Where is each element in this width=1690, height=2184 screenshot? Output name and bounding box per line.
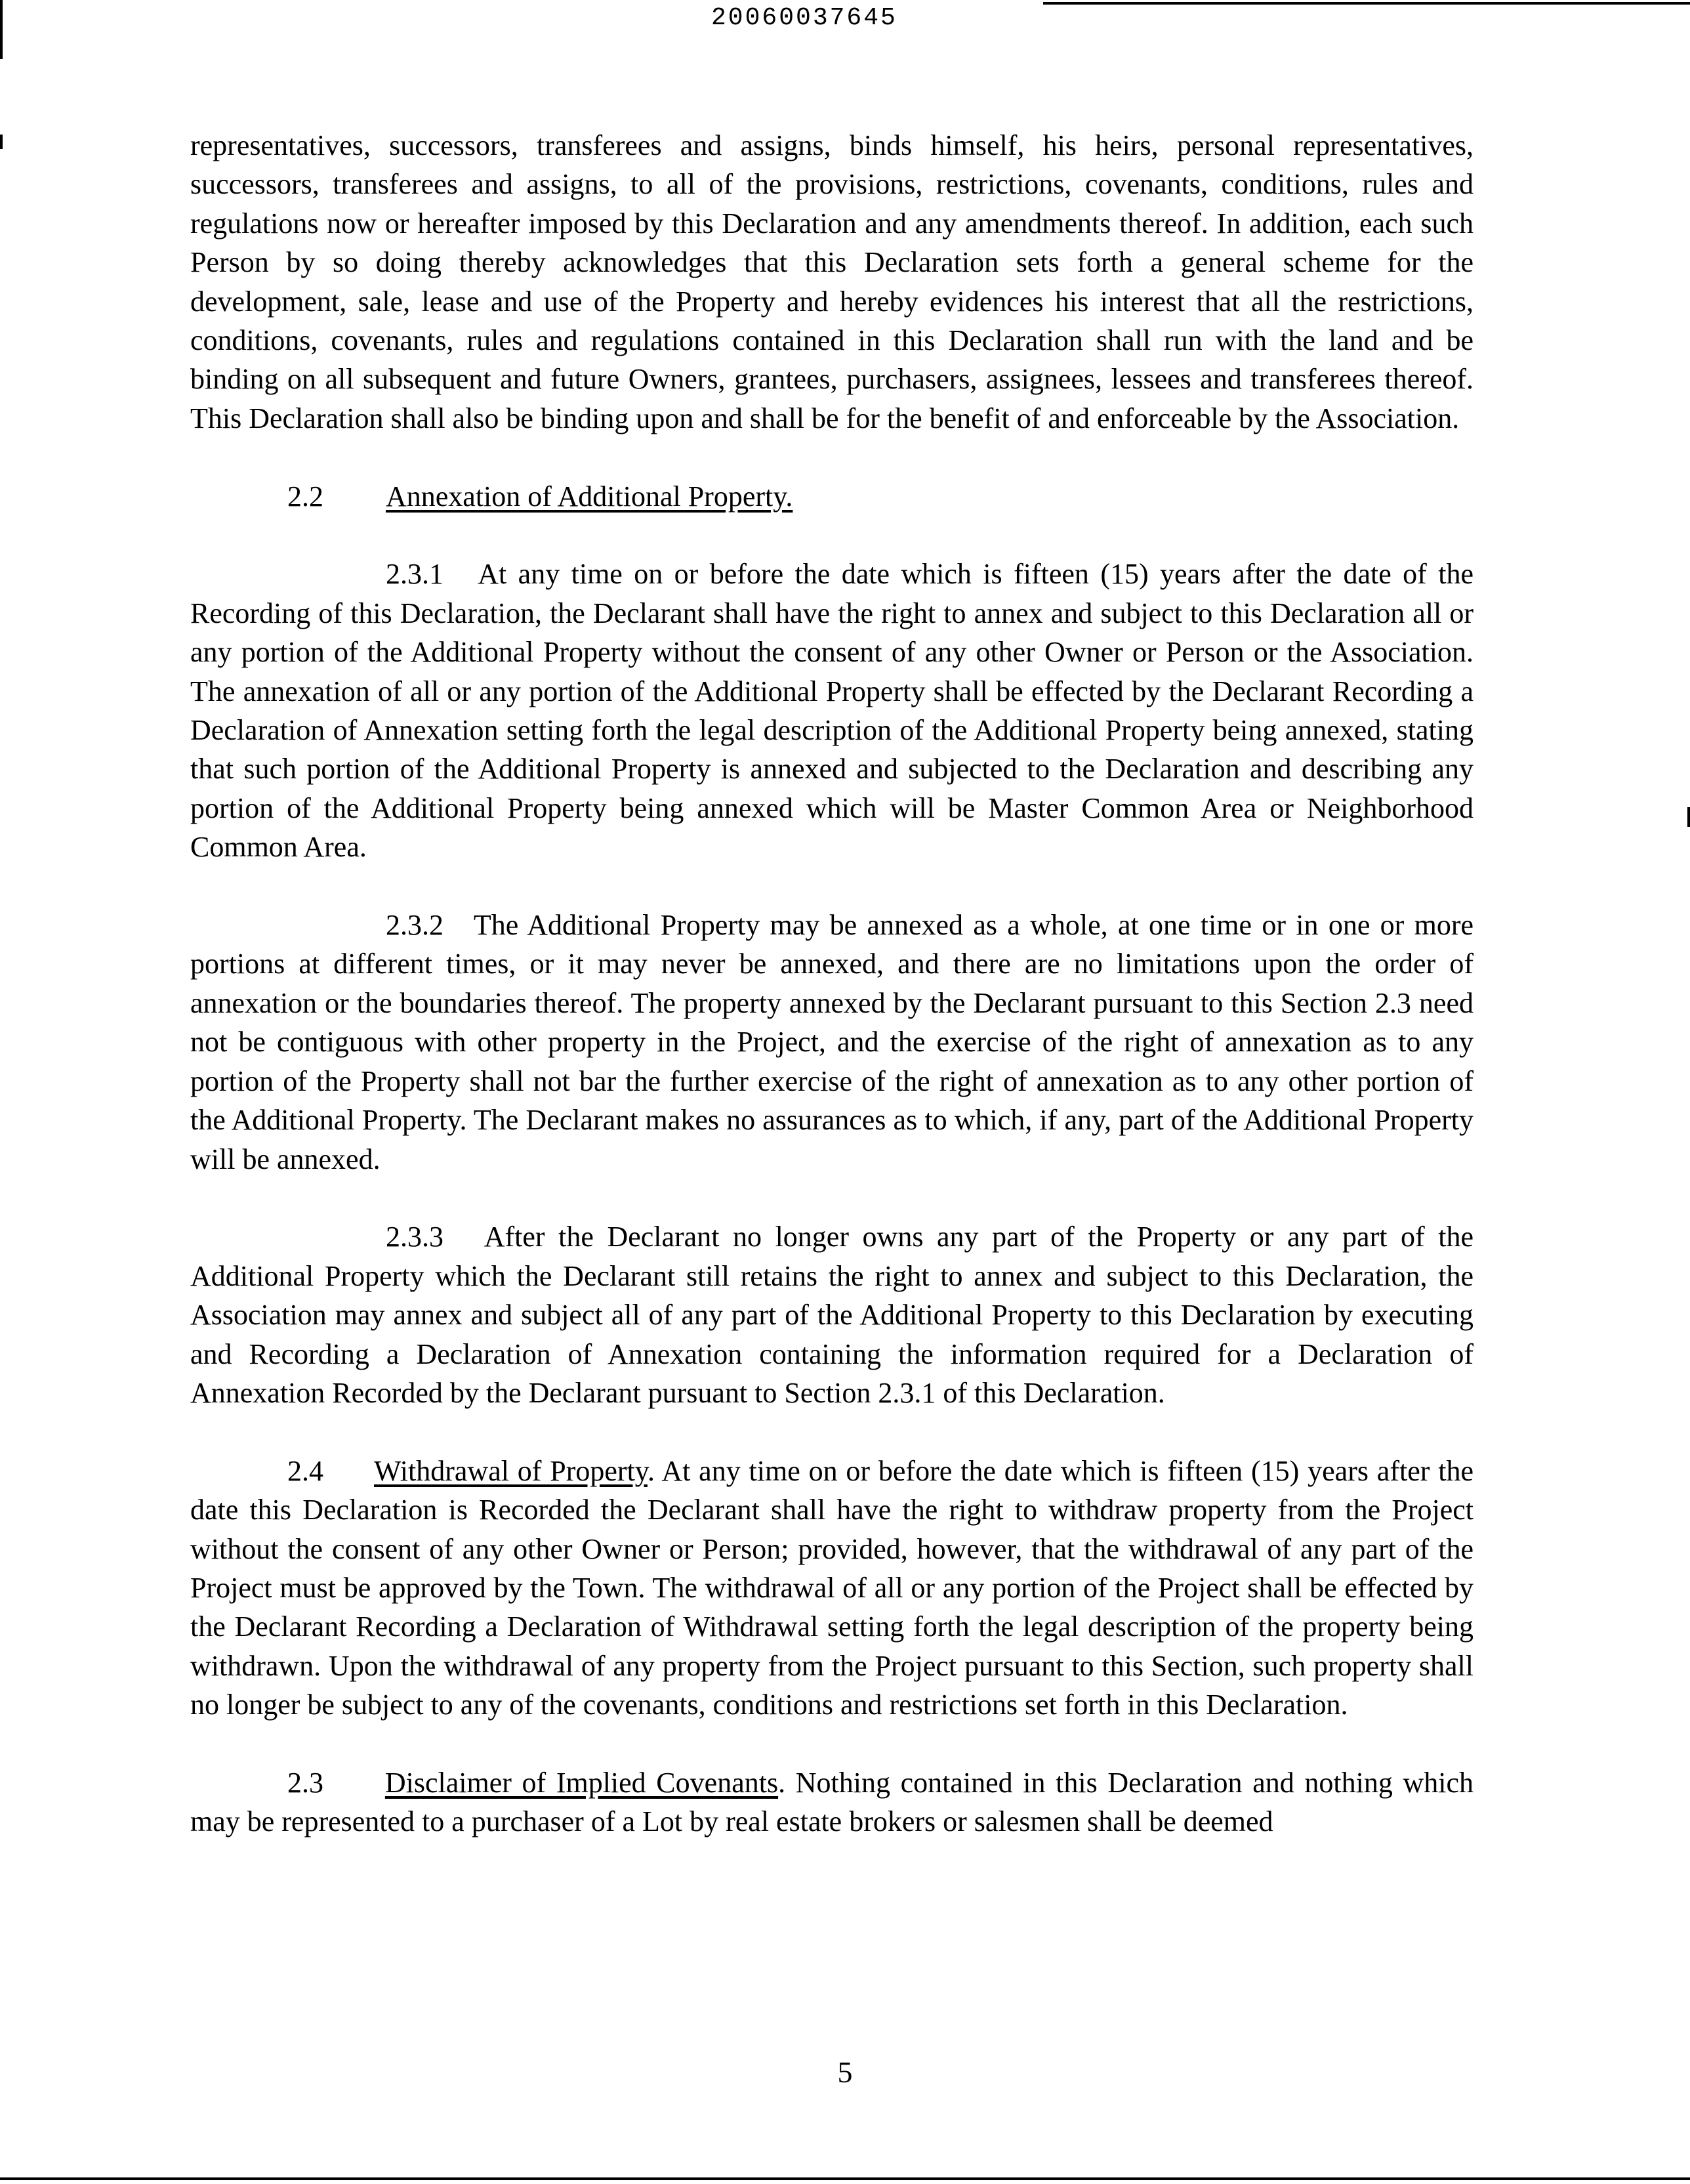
section-title: Annexation of Additional Property. (386, 480, 793, 513)
section-title: Disclaimer of Implied Covenants (384, 1766, 779, 1799)
section-2-3-2 (190, 906, 1474, 1179)
section-text: . At any time on or before the date which is fifteen (15) years after the date this Declaration is Recorded the Declarant shall have the right to withdraw property from the Project without the consent of any other Owner or Person; provided, however, that the withdrawal of any part of the Project must be approved by the Town. The withdrawal of all or any portion of the Project shall be effected by the Declarant Recording a Declaration of Withdrawal setting forth the legal description of the property being withdrawn. Upon the withdrawal of any property from the Project pursuant to this Section, such property shall no longer be subject to any of the covenants, conditions and restrictions set forth in this Declaration. (190, 1454, 1474, 1721)
document-body (190, 126, 1474, 1880)
paragraph-continuation: representatives, successors, transferees and assigns, binds himself, his heirs, personal representatives, successors, transferees and assigns, to all of the provisions, restrictions, covenants, conditions, rules and regulations now or hereafter imposed by this Declaration and any amendments thereof. In addition, each such Person by so doing thereby acknowledges that this Declaration sets forth a general scheme for the development, sale, lease and use of the Property and hereby evidences his interest that all the restrictions, conditions, covenants, rules and regulations contained in this Declaration shall run with the land and be binding on all subsequent and future Owners, grantees, purchasers, assignees, lessees and transferees thereof. This Declaration shall also be binding upon and shall be for the benefit of and enforceable by the Association. (190, 129, 1474, 434)
section-text: . Nothing contained in this Declaration and nothing which may be represented to a purchaser of a Lot by real estate brokers or salesmen shall be deemed (190, 1766, 1474, 1838)
section-text: At any time on or before the date which is fifteen (15) years after the date of the Recording of this Declaration, the Declarant shall have the right to annex and subject to this Declaration all or any portion of the Additional Property without the consent of any other Owner or Person or the Association. The annexation of all or any portion of the Additional Property shall be effected by the Declarant Recording a Declaration of Annexation setting forth the legal description of the Additional Property being annexed, stating that such portion of the Additional Property is annexed and subjected to the Declaration and describing any portion of the Additional Property being annexed which will be Master Common Area or Neighborhood Common Area. (190, 558, 1474, 864)
section-number: 2.2 (287, 480, 323, 513)
section-number: 2.3.3 (386, 1221, 443, 1253)
page-number: 5 (837, 2055, 853, 2089)
document-number: 20060037645 (711, 4, 897, 32)
section-number: 2.3.1 (386, 558, 443, 591)
section-2-3-disclaimer (190, 1763, 1474, 1841)
section-number: 2.4 (287, 1454, 323, 1487)
section-text: The Additional Property may be annexed as a whole, at one time or in one or more portions at different times, or it may never be annexed, and there are no limitations upon the order of annexation or the boundaries thereof. The property annexed by the Declarant pursuant to this Section 2.3 need not be contiguous with other property in the Project, and the exercise of the right of annexation as to any portion of the Property shall not bar the further exercise of the right of annexation as to any other portion of the Additional Property. The Declarant makes no assurances as to which, if any, part of the Additional Property will be annexed. (190, 909, 1474, 1175)
bottom-rule (0, 2177, 1690, 2180)
section-2-4 (190, 1452, 1474, 1725)
section-title: Withdrawal of Property (374, 1454, 648, 1487)
section-number: 2.3.2 (386, 909, 443, 942)
section-2-2-heading (190, 477, 1474, 516)
scan-edge-mark (1687, 807, 1690, 827)
section-text: After the Declarant no longer owns any part of the Property or any part of the Additional Property which the Declarant still retains the right to annex and subject to this Declaration, the Association may annex and subject all of any part of the Additional Property to this Declaration by executing and Recording a Declaration of Annexation containing the information required for a Declaration of Annexation Recorded by the Declarant pursuant to Section 2.3.1 of this Declaration. (190, 1221, 1474, 1409)
section-2-3-1 (190, 555, 1474, 866)
section-2-3-3 (190, 1217, 1474, 1412)
header-rule (1043, 2, 1690, 5)
scan-edge-mark (0, 135, 3, 149)
scan-edge-mark (0, 0, 3, 59)
section-number: 2.3 (287, 1766, 323, 1799)
